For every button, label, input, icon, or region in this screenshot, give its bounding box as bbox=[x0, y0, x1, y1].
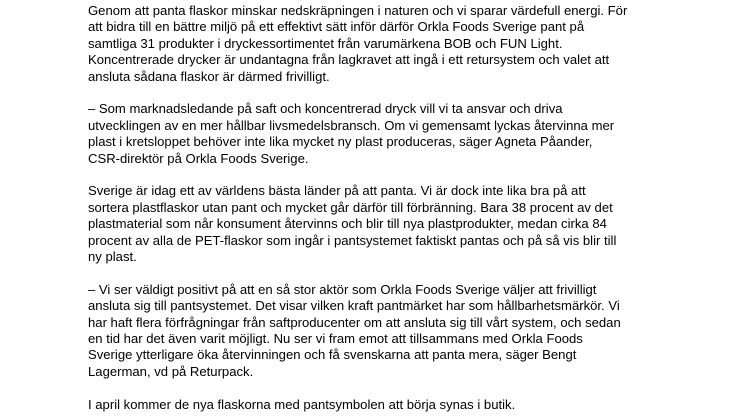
document-body bbox=[88, 3, 688, 413]
paragraph-quote-agneta: – Som marknadsledande på saft och koncentrerad dryck vill vi ta ansvar och driva utvecklingen av en mer hållbar livsmedelsbransch. Om vi gemensamt lyckas återvinna mer plast i kretsloppet behöver inte lika mycket ny plast produceras, säger Agneta Påander, CSR-direktör på Orkla Foods Sverige. bbox=[88, 101, 615, 166]
paragraph-april-launch: I april kommer de nya flaskorna med pantsymbolen att börja synas i butik. bbox=[88, 396, 516, 412]
paragraph-intro: Genom att panta flaskor minskar nedskräpningen i naturen och vi sparar värdefull energi. För att bidra till en bättre miljö på ett effektivt sätt inför därför Orkla Foods Sverige pant på samtliga 31 produkter i dryckessortimentet från varumärkena BOB och FUN Light. Koncentrerade drycker är undantagna från lagkravet att ingå i ett retursystem och valet att ansluta sådana flaskor är därmed frivilligt. bbox=[88, 3, 628, 84]
paragraph-recycling-stats: Sverige är idag ett av världens bästa länder på att panta. Vi är dock inte lika bra på att sortera plastflaskor utan pant och mycket går därför till förbränning. Bara 38 procent av det plastmaterial som når konsument återvinns och blir till nya plastprodukter, medan cirka 84 procent av alla de PET-flaskor som ingår i pantsystemet faktiskt pantas och på så vis blir till ny plast. bbox=[88, 183, 617, 265]
paragraph-quote-bengt: – Vi ser väldigt positivt på att en så stor aktör som Orkla Foods Sverige väljer att frivilligt ansluta sig till pantsystemet. Det visar vilken kraft pantmärket har som hållbarhetsmärkör. Vi har haft flera förfrågningar från saftproducenter om att ansluta sig till vårt system, och sedan en tid har det även varit möjligt. Nu ser vi fram emot att tillsammans med Orkla Foods Sverige ytterligare öka återvinningen och få svenskarna att panta mera, säger Bengt Lagerman, vd på Returpack. bbox=[88, 281, 621, 379]
